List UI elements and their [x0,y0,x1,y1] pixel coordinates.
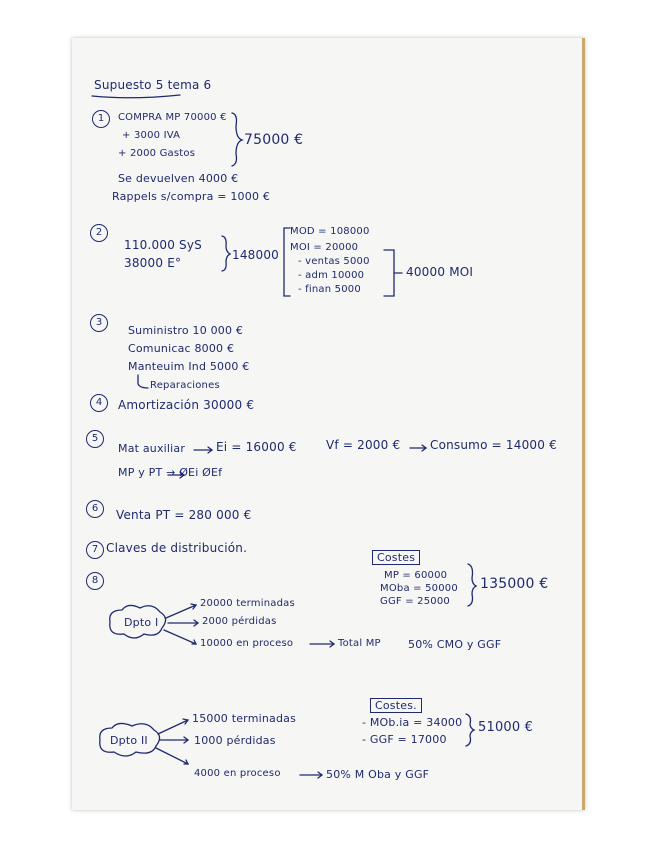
s3-line3: Manteuim Ind 5000 € [128,360,250,373]
s2-finan: - finan 5000 [298,284,361,295]
s5-consumo: Consumo = 14000 € [430,438,557,452]
s2-sum: 148000 [232,248,280,262]
s1-line1: COMPRA MP 70000 € [118,112,227,123]
section-number-6: 6 [86,500,104,518]
s9-perdidas: 1000 pérdidas [194,734,276,747]
section-number-5: 5 [86,430,104,448]
s8-cmo-ggf: 50% CMO y GGF [408,638,502,651]
s1-note2: Rappels s/compra = 1000 € [112,190,271,203]
s9-costs-label: Costes. [370,698,422,713]
s9-dept-label: Dpto II [110,734,148,747]
s1-note1: Se devuelven 4000 € [118,172,239,185]
s2-adm: - adm 10000 [298,270,365,281]
s1-total: 75000 € [244,132,304,148]
s9-en-proceso: 4000 en proceso [194,768,281,779]
section-number-8: 8 [86,572,104,590]
s1-line3: + 2000 Gastos [118,148,196,159]
s5-mat-auxiliar: Mat auxiliar [118,442,186,455]
s9-ggf: - GGF = 17000 [362,733,447,746]
s2-line1: 110.000 SyS [124,238,202,252]
section-number-4: 4 [90,394,108,412]
section-number-2: 2 [90,224,108,242]
s8-moba: MOba = 50000 [380,583,458,594]
s5-vf: Vf = 2000 € [326,438,401,452]
s8-mp: MP = 60000 [384,570,448,581]
s9-total: 51000 € [478,720,534,735]
s3-line4: Reparaciones [150,380,220,391]
section-number-3: 3 [90,314,108,332]
s8-total-mp: Total MP [338,638,381,649]
s8-costs-label: Costes [372,550,420,565]
s9-terminadas: 15000 terminadas [192,712,297,725]
s2-moi: MOI = 20000 [290,242,359,253]
s2-total: 40000 MOI [406,265,474,279]
section-number-1: 1 [92,110,110,128]
s4-text: Amortización 30000 € [118,398,255,412]
s9-moba: - MOb.ia = 34000 [362,716,463,729]
s7-text: Claves de distribución. [106,541,248,555]
s8-terminadas: 20000 terminadas [200,598,295,609]
s2-line2: 38000 E° [124,256,182,270]
s8-total: 135000 € [480,576,549,592]
page-title: Supuesto 5 tema 6 [94,78,212,92]
s8-perdidas: 2000 pérdidas [202,616,277,627]
s3-line2: Comunicac 8000 € [128,342,235,355]
s5-ei: Ei = 16000 € [216,440,297,454]
s6-text: Venta PT = 280 000 € [116,508,252,522]
s5-mp-pt: MP y PT → ØEi ØEf [118,466,223,479]
s2-mod: MOD = 108000 [290,226,370,237]
s3-line1: Suministro 10 000 € [128,324,244,337]
s2-ventas: - ventas 5000 [298,256,370,267]
section-number-7: 7 [86,541,104,559]
s1-line2: + 3000 IVA [122,130,181,141]
s8-dept-label: Dpto I [124,616,159,629]
s8-ggf: GGF = 25000 [380,596,450,607]
s8-en-proceso: 10000 en proceso [200,638,294,649]
s9-moba-ggf: 50% M Oba y GGF [326,768,430,781]
notebook-page [72,38,585,810]
